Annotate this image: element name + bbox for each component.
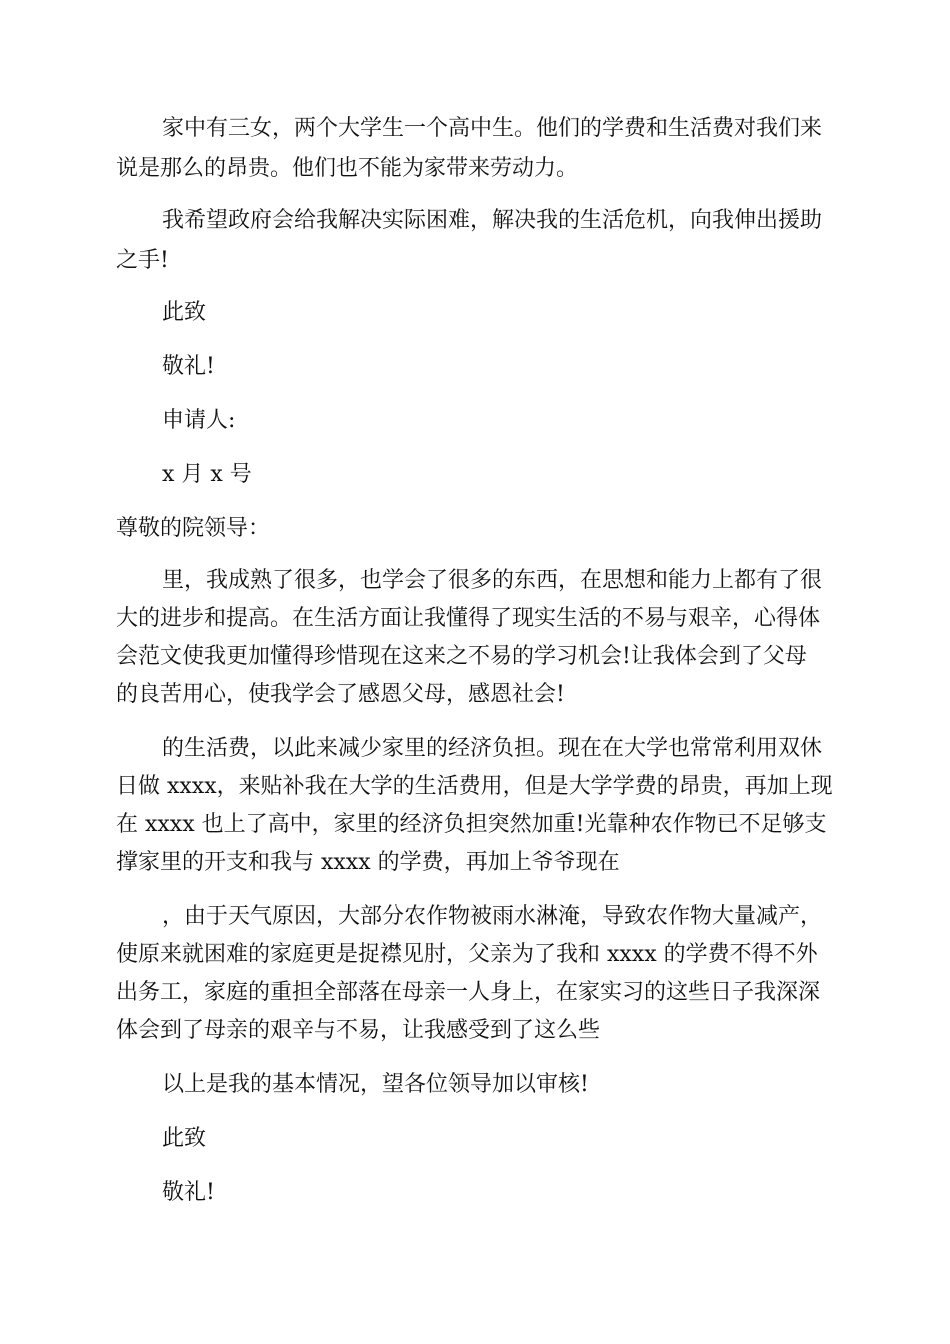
text-line: 说是那么的昂贵。他们也不能为家带来劳动力。 [116, 156, 579, 181]
text-line: 撑家里的开支和我与 xxxx 的学费，再加上爷爷现在 [116, 850, 620, 875]
text-line: 在 xxxx 也上了高中，家里的经济负担突然加重!光靠种农作物已不足够支 [116, 812, 827, 837]
text-line: 日做 xxxx，来贴补我在大学的生活费用，但是大学学费的昂贵，再加上现 [116, 774, 833, 799]
closing-salutation: 此致 [162, 300, 207, 325]
text-line: 大的进步和提高。在生活方面让我懂得了现实生活的不易与艰辛，心得体 [116, 606, 821, 631]
text-line: 出务工，家庭的重担全部落在母亲一人身上，在家实习的这些日子我深深 [116, 980, 821, 1005]
letter-greeting: 尊敬的院领导： [116, 516, 271, 541]
applicant-label: 申请人: [162, 408, 236, 433]
closing-regards: 敬礼! [162, 354, 215, 379]
text-line: 体会到了母亲的艰辛与不易，让我感受到了这么些 [116, 1018, 601, 1043]
text-line: ，由于天气原因，大部分农作物被雨水淋淹，导致农作物大量减产， [162, 904, 823, 929]
text-line: 我希望政府会给我解决实际困难，解决我的生活危机，向我伸出援助 [162, 208, 823, 233]
date-line: x 月 x 号 [162, 462, 252, 487]
closing-salutation: 此致 [162, 1126, 207, 1151]
text-line: 的良苦用心，使我学会了感恩父母，感恩社会! [116, 682, 565, 707]
text-line: 的生活费，以此来减少家里的经济负担。现在在大学也常常利用双休 [162, 736, 823, 761]
text-line: 之手! [116, 248, 169, 273]
text-line: 家中有三女，两个大学生一个高中生。他们的学费和生活费对我们来 [162, 116, 823, 141]
text-line: 以上是我的基本情况，望各位领导加以审核! [162, 1072, 589, 1097]
text-line: 使原来就困难的家庭更是捉襟见肘，父亲为了我和 xxxx 的学费不得不外 [116, 942, 818, 967]
text-line: 里，我成熟了很多，也学会了很多的东西，在思想和能力上都有了很 [162, 568, 823, 593]
text-line: 会范文使我更加懂得珍惜现在这来之不易的学习机会!让我体会到了父母 [116, 644, 807, 669]
closing-regards: 敬礼! [162, 1180, 215, 1205]
